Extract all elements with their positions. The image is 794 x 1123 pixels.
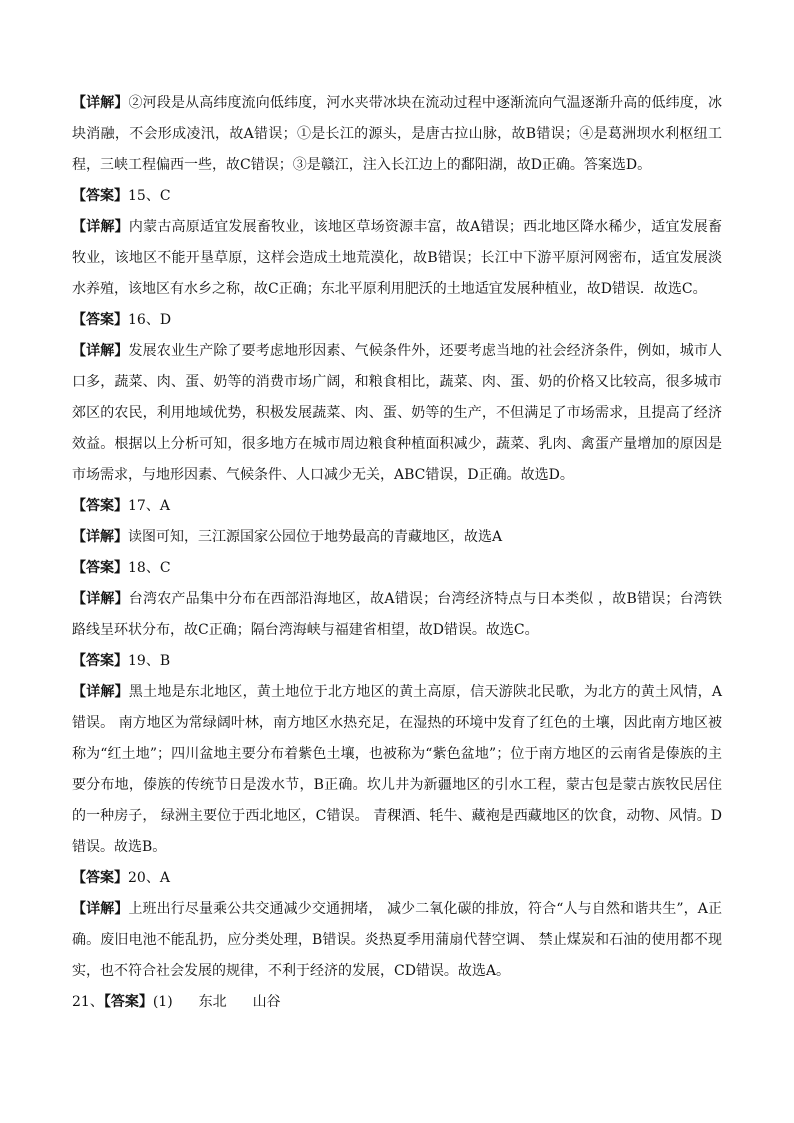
- explanation-paragraph: [72, 894, 722, 987]
- answer-text: 20、A: [128, 870, 170, 886]
- explanation-paragraph: [72, 677, 722, 863]
- sub-question-number: (1): [152, 994, 173, 1010]
- answer-tag: 【答案】: [72, 653, 128, 669]
- answer-text: 18、C: [128, 560, 171, 576]
- answer-value-2: 山谷: [252, 994, 281, 1010]
- answer-value-1: 东北: [198, 994, 227, 1010]
- detail-tag: 【详解】: [72, 901, 129, 917]
- explanation-paragraph: [72, 522, 722, 553]
- answer-tag: 【答案】: [72, 312, 128, 328]
- answer-line: [72, 491, 722, 522]
- answer-tag: 【答案】: [72, 498, 128, 514]
- explanation-text: 黑土地是东北地区，黄土地位于北方地区的黄土高原，信天游陕北民歌，为北方的黄土风情，A错误。 南方地区为常绿阔叶林，南方地区水热充足，在湿热的环境中发育了红色的土壤，因此南方地区被称为“红土地”；四川盆地主要分布着紫色土壤，也被称为“紫色盆地”；位于南方地区的云南省是傣族的主要分布地，傣族的传统节日是泼水节，B正确。坎儿井为新疆地区的引水工程，蒙古包是蒙古族牧民居住的一种房子， 绿洲主要位于西北地区，C错误。 青稞酒、牦牛、藏袍是西藏地区的饮食，动物、风情。D错误。故选B。: [72, 684, 723, 855]
- answer-text: 15、C: [128, 188, 171, 204]
- answer-tag: 【答案】: [72, 870, 128, 886]
- explanation-paragraph: [72, 88, 722, 181]
- detail-tag: 【详解】: [72, 219, 129, 235]
- explanation-text: 内蒙古高原适宜发展畜牧业，该地区草场资源丰富，故A错误；西北地区降水稀少，适宜发展畜牧业，该地区不能开垦草原，这样会造成土地荒漠化，故B错误；长江中下游平原河网密布，适宜发展淡水养殖，该地区有水乡之称，故C正确；东北平原利用肥沃的土地适宜发展种植业，故D错误．故选C。: [72, 219, 723, 297]
- question-21-answer: [72, 987, 722, 1018]
- explanation-paragraph: [72, 584, 722, 646]
- answer-tag: 【答案】: [72, 188, 128, 204]
- detail-tag: 【详解】: [72, 591, 129, 607]
- answer-line: [72, 553, 722, 584]
- detail-tag: 【详解】: [72, 95, 129, 111]
- answer-line: [72, 646, 722, 677]
- explanation-text: ②河段是从高纬度流向低纬度，河水夹带冰块在流动过程中逐渐流向气温逐渐升高的低纬度，冰块消融，不会形成凌汛，故A错误；①是长江的源头，是唐古拉山脉，故B错误；④是葛洲坝水利枢纽工程，三峡工程偏西一些，故C错误；③是赣江，注入长江边上的鄱阳湖，故D正确。答案选D。: [72, 95, 723, 173]
- explanation-text: 读图可知，三江源国家公园位于地势最高的青藏地区，故选A: [128, 529, 503, 545]
- answer-text: 16、D: [128, 312, 172, 328]
- answer-line: [72, 305, 722, 336]
- answer-tag: 【答案】: [103, 994, 153, 1010]
- detail-tag: 【详解】: [72, 343, 129, 359]
- answer-tag: 【答案】: [72, 560, 128, 576]
- explanation-paragraph: [72, 336, 722, 491]
- solution-blocks: [72, 88, 722, 987]
- explanation-text: 发展农业生产除了要考虑地形因素、气候条件外，还要考虑当地的社会经济条件，例如，城市人口多，蔬菜、肉、蛋、奶等的消费市场广阔，和粮食相比，蔬菜、肉、蛋、奶的价格又比较高，很多城市郊区的农民，利用地域优势，积极发展蔬菜、肉、蛋、奶等的生产，不但满足了市场需求，且提高了经济效益。根据以上分析可知，很多地方在城市周边粮食种植面积减少，蔬菜、乳肉、禽蛋产量增加的原因是市场需求，与地形因素、气候条件、人口减少无关，ABC错误，D正确。故选D。: [72, 343, 723, 483]
- answer-text: 19、B: [128, 653, 171, 669]
- explanation-paragraph: [72, 212, 722, 305]
- question-number: 21、: [72, 994, 104, 1010]
- answer-line: [72, 863, 722, 894]
- answer-text: 17、A: [128, 498, 170, 514]
- explanation-text: 上班出行尽量乘公共交通减少交通拥堵， 减少二氧化碳的排放，符合“人与自然和谐共生”，A正确。废旧电池不能乱扔，应分类处理，B错误。炎热夏季用蒲扇代替空调、 禁止煤炭和石油的使用都不现实，也不符合社会发展的规律，不利于经济的发展，CD错误。故选A。: [72, 901, 722, 979]
- document-page: [72, 88, 722, 1018]
- answer-line: [72, 181, 722, 212]
- detail-tag: 【详解】: [72, 684, 129, 700]
- detail-tag: 【详解】: [72, 529, 128, 545]
- explanation-text: 台湾农产品集中分布在西部沿海地区，故A错误；台湾经济特点与日本类似 ，故B错误；台湾铁路线呈环状分布，故C正确；隔台湾海峡与福建省相望，故D错误。故选C。: [72, 591, 722, 638]
